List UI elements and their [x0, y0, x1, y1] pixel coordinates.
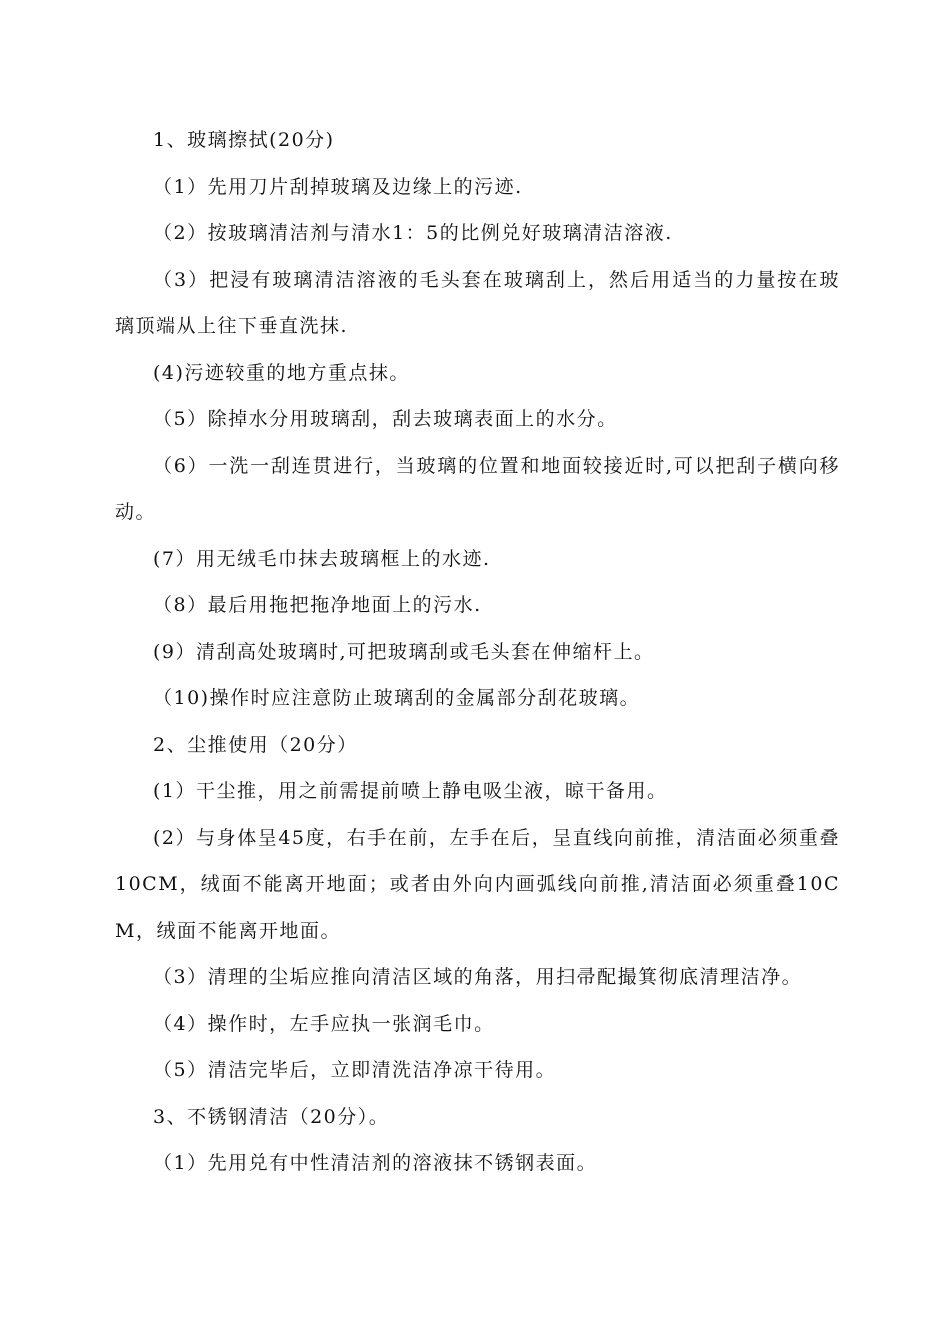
paragraph: (7）用无绒毛巾抹去玻璃框上的水迹.: [153, 547, 491, 570]
paragraph: （1）先用刀片刮掉玻璃及边缘上的污迹.: [153, 175, 523, 198]
paragraph: (1）干尘推，用之前需提前喷上静电吸尘液，晾干备用。: [153, 780, 668, 802]
section-heading-stainless-steel: 3、不锈钢清洁（20分）。: [153, 1105, 390, 1128]
paragraph: （3）清理的尘垢应推向清洁区域的角落，用扫帚配撮箕彻底清理洁净。: [153, 966, 803, 988]
paragraph: （3）把浸有玻璃清洁溶液的毛头套在玻璃刮上，然后用适当的力量按在玻璃顶端从上往下垂直洗抹.: [115, 268, 840, 337]
section-heading-glass-wiping: 1、玻璃擦拭(20分): [153, 129, 335, 151]
document-body: [115, 117, 840, 1187]
paragraph: （8）最后用拖把拖净地面上的污水.: [153, 594, 482, 616]
paragraph: （5）除掉水分用玻璃刮，刮去玻璃表面上的水分。: [153, 408, 618, 430]
paragraph: （5）清洁完毕后，立即清洗洁净凉干待用。: [153, 1059, 557, 1081]
paragraph: （10)操作时应注意防止玻璃刮的金属部分刮花玻璃。: [153, 687, 641, 709]
section-heading-dust-mop: 2、尘推使用（20分）: [153, 733, 358, 756]
paragraph: (2）与身体呈45度，右手在前，左手在后，呈直线向前推，清洁面必须重叠10CM，绒面不能离开地面；或者由外向内画弧线向前推,清洁面必须重叠10CM，绒面不能离开地面。: [115, 826, 840, 942]
paragraph: （1）先用兑有中性清洁剂的溶液抹不锈钢表面。: [153, 1152, 598, 1174]
paragraph: (4)污迹较重的地方重点抹。: [153, 361, 410, 384]
paragraph: （6）一洗一刮连贯进行，当玻璃的位置和地面较接近时,可以把刮子横向移动。: [115, 454, 840, 523]
paragraph: (9）清刮高处玻璃时,可把玻璃刮或毛头套在伸缩杆上。: [153, 640, 655, 663]
paragraph: （2）按玻璃清洁剂与清水1：5的比例兑好玻璃清洁溶液.: [153, 222, 673, 244]
paragraph: （4）操作时，左手应执一张润毛巾。: [153, 1012, 495, 1035]
